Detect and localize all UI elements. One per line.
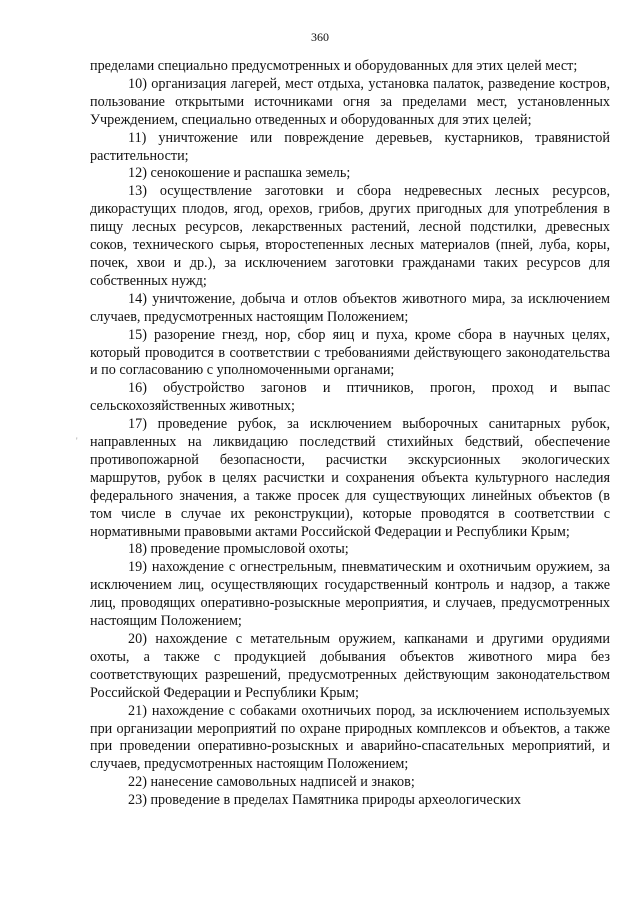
list-item-17: 17) проведение рубок, за исключением выборочных санитарных рубок, направленных на ликвидацию последствий стихийных бедствий, обеспечение противопожарной безопасности, расчистки экскурсионных экологических маршрутов, рубок в целях расчистки и сохранения объекта культурного наследия федерального значения, а также просек для существующих линейных объектов (в том числе в случае их реконструкции), которые проводятся в соответствии с нормативными правовыми актами Российской Федерации и Республики Крым; bbox=[90, 416, 610, 540]
list-item-22: 22) нанесение самовольных надписей и знаков; bbox=[128, 774, 415, 791]
list-item-15: 15) разорение гнезд, нор, сбор яиц и пуха, кроме сбора в научных целях, который проводится в соответствии с требованиями действующего законодательства и по согласованию с уполномоченными органами; bbox=[90, 326, 610, 379]
list-item-21: 21) нахождение с собаками охотничьих пород, за исключением используемых при организации мероприятий по охране природных комплексов и объектов, а также при проведении оперативно-розыскных и аварийно-спасательных мероприятий, и случаев, предусмотренных настоящим Положением; bbox=[90, 702, 610, 773]
list-item-13: 13) осуществление заготовки и сбора недревесных лесных ресурсов, дикорастущих плодов, ягод, орехов, грибов, других пригодных для употребления в пищу лесных ресурсов, лекарственных растений, лесной подстилки, древесных соков, технического сырья, второстепенных лесных материалов (пней, луба, коры, почек, хвои и др.), за исключением заготовки гражданами таких ресурсов для собственных нужд; bbox=[90, 183, 610, 289]
list-item-16: 16) обустройство загонов и птичников, прогон, проход и выпас сельскохозяйственных животных; bbox=[90, 380, 610, 415]
list-item-11: 11) уничтожение или повреждение деревьев, кустарников, травянистой растительности; bbox=[90, 129, 610, 164]
list-item-12: 12) сенокошение и распашка земель; bbox=[128, 165, 351, 182]
document-body bbox=[90, 58, 610, 810]
list-item-19: 19) нахождение с огнестрельным, пневматическим и охотничьим оружием, за исключением лиц, осуществляющих государственный контроль и надзор, а также лиц, проводящих оперативно-розыскные мероприятия, и случаев, предусмотренных настоящим Положением; bbox=[90, 559, 610, 630]
list-item-10: 10) организация лагерей, мест отдыха, установка палаток, разведение костров, пользование открытыми источниками огня за пределами мест, установленных Учреждением, специально отведенных и оборудованных для этих целей; bbox=[90, 75, 610, 128]
paragraph-continuation: пределами специально предусмотренных и оборудованных для этих целей мест; bbox=[90, 58, 578, 74]
page-number: 360 bbox=[311, 30, 329, 44]
list-item-20: 20) нахождение с метательным оружием, капканами и другими орудиями охоты, а также с продукцией добывания объектов животного мира без соответствующих разрешений, предусмотренных действующим законодательством Российской Федерации и Республики Крым; bbox=[90, 631, 610, 701]
margin-mark: ' bbox=[76, 436, 78, 446]
list-item-18: 18) проведение промысловой охоты; bbox=[128, 541, 349, 558]
list-item-23: 23) проведение в пределах Памятника природы археологических bbox=[128, 792, 521, 809]
list-item-14: 14) уничтожение, добыча и отлов объектов животного мира, за исключением случаев, предусмотренных настоящим Положением; bbox=[90, 290, 610, 325]
